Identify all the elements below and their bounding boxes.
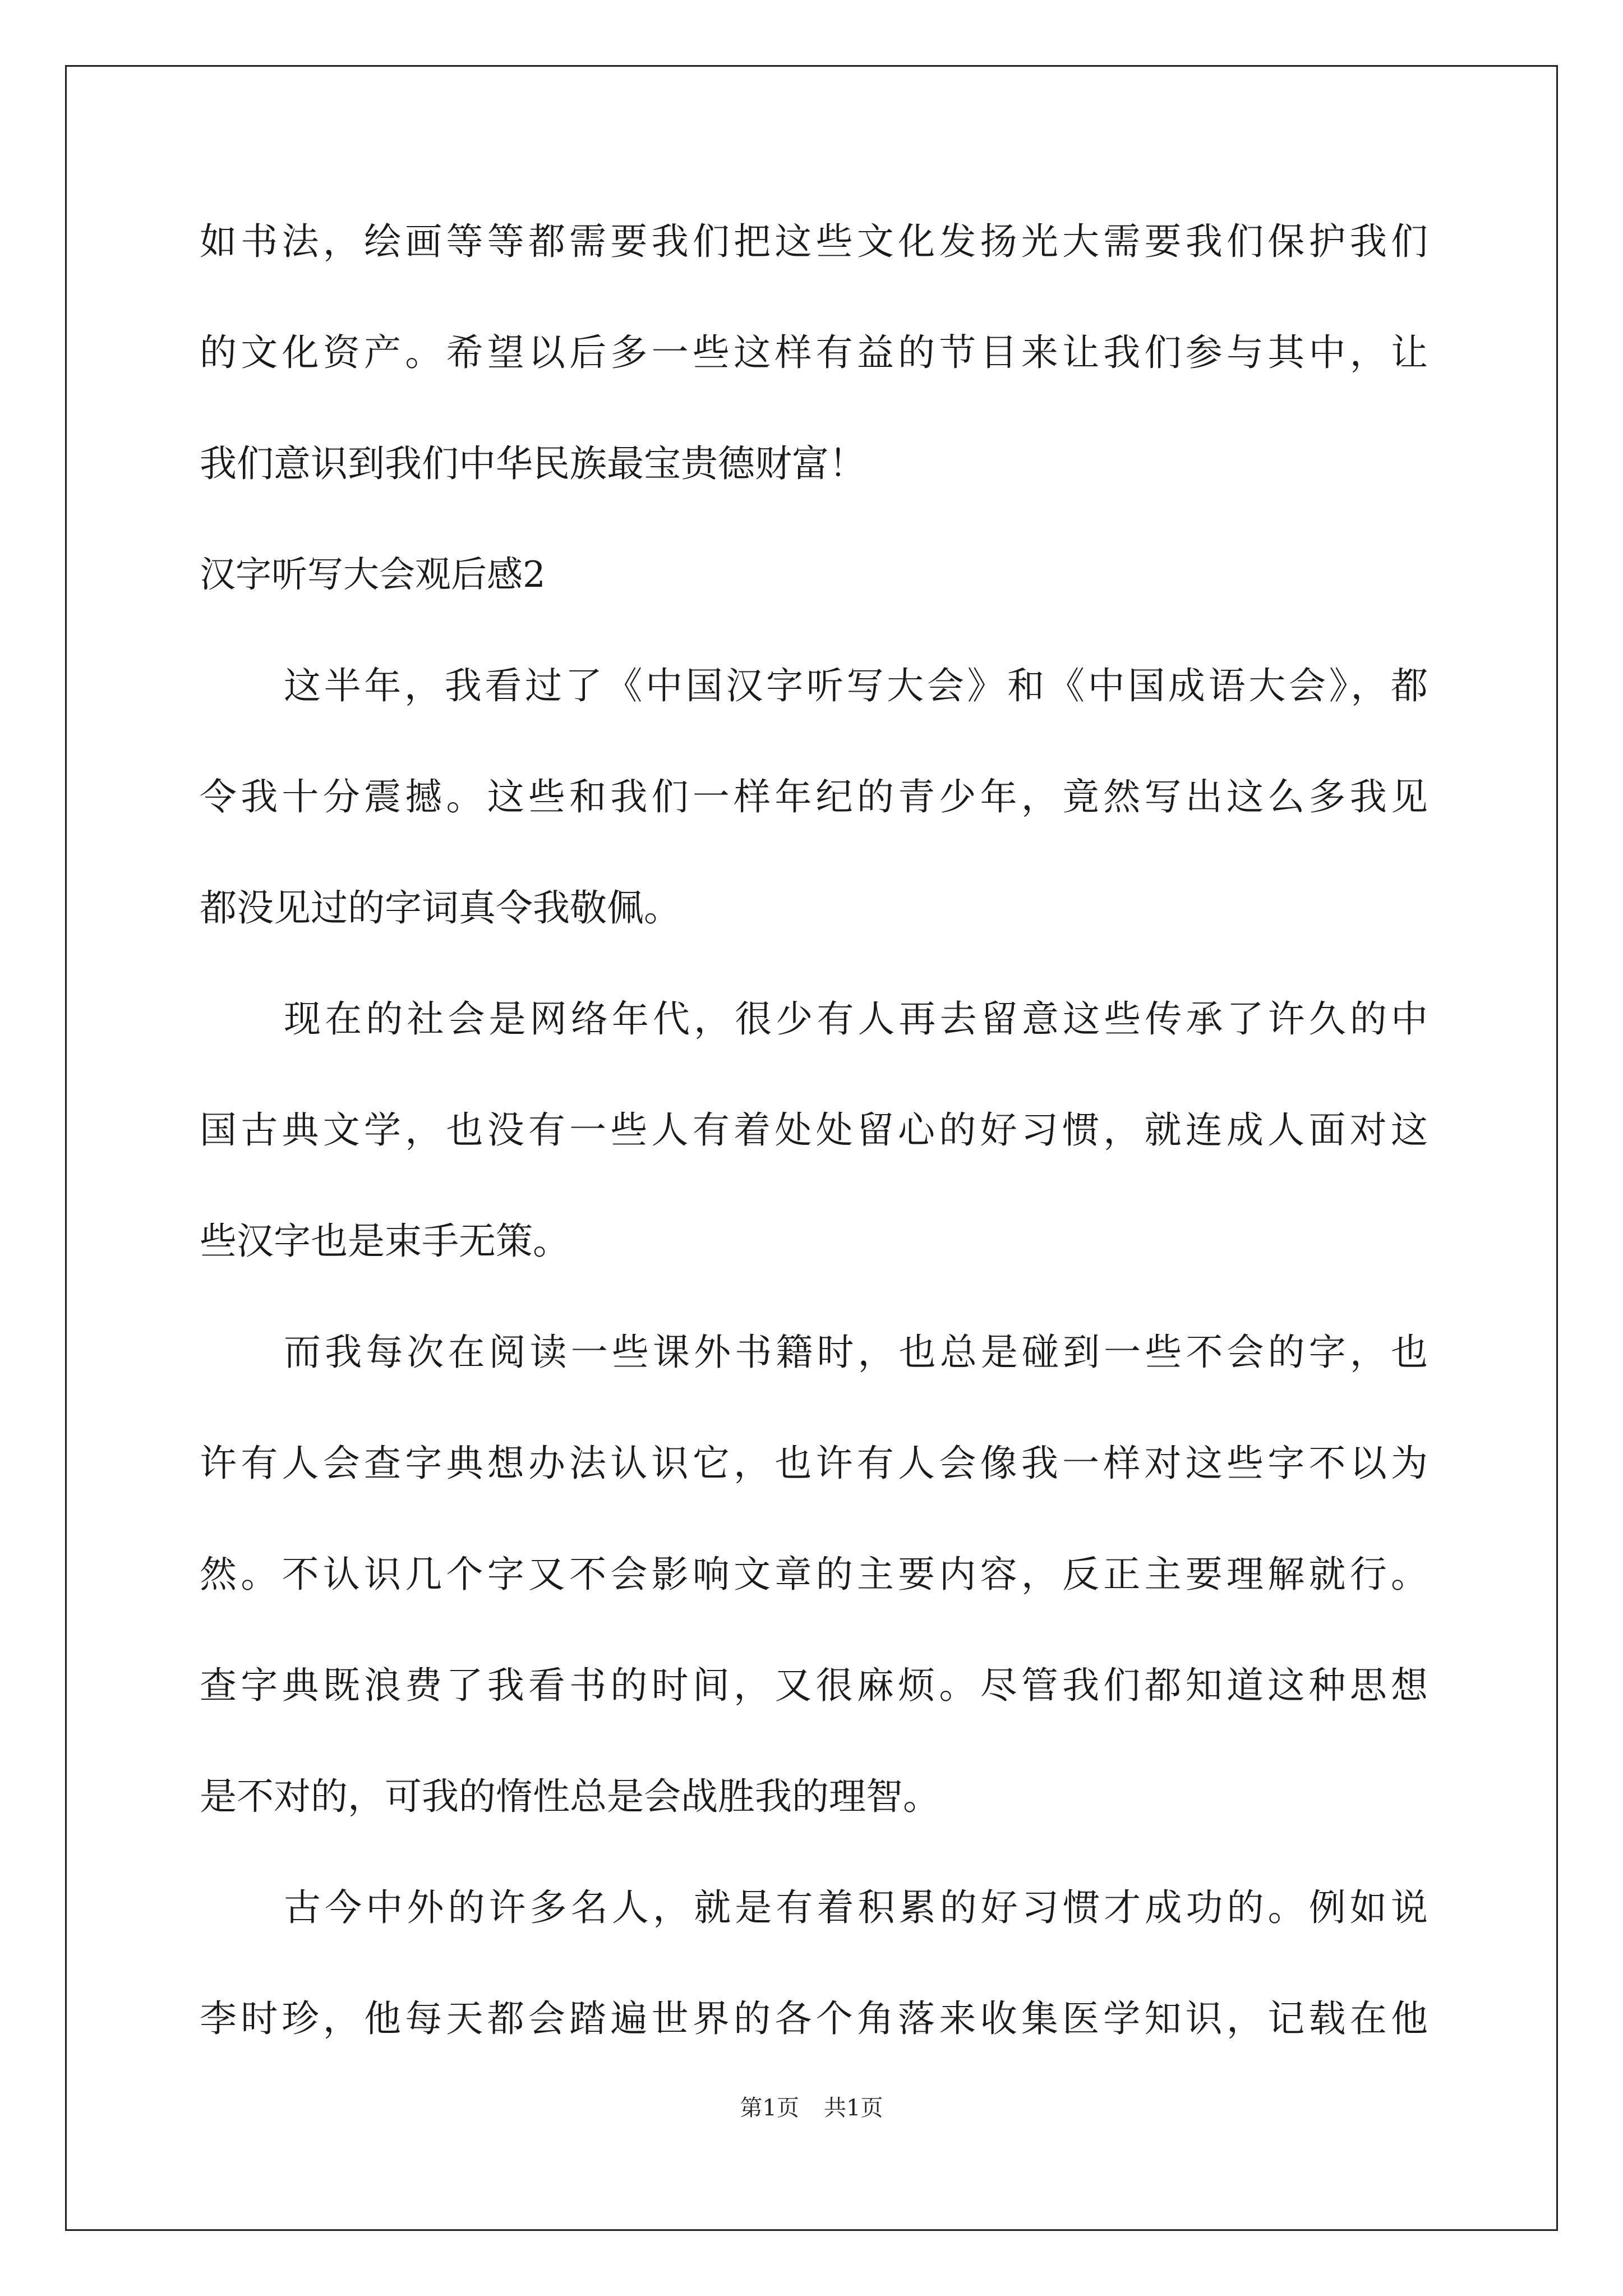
section-heading: 汉字听写大会观后感2 xyxy=(200,554,546,596)
document-body xyxy=(200,215,1428,2103)
text-line: 令我十分震撼。这些和我们一样年纪的青少年，竟然写出这么多我见 xyxy=(200,775,1428,818)
text-line: 然。不认识几个字又不会影响文章的主要内容，反正主要理解就行。 xyxy=(200,1553,1428,1596)
text-line: 的文化资产。希望以后多一些这样有益的节目来让我们参与其中，让 xyxy=(200,331,1428,374)
paragraph-first-line: 古今中外的许多名人，就是有着积累的好习惯才成功的。例如说 xyxy=(284,1886,1428,1929)
text-line: 是不对的，可我的惰性总是会战胜我的理智。 xyxy=(200,1775,940,1818)
text-line: 如书法，绘画等等都需要我们把这些文化发扬光大需要我们保护我们 xyxy=(200,220,1428,263)
text-line: 国古典文学，也没有一些人有着处处留心的好习惯，就连成人面对这 xyxy=(200,1108,1428,1152)
paragraph-first-line: 现在的社会是网络年代，很少有人再去留意这些传承了许久的中 xyxy=(284,997,1428,1041)
page-number: 第1页 xyxy=(740,2095,799,2121)
page-total: 共1页 xyxy=(824,2095,883,2121)
text-line: 都没见过的字词真令我敬佩。 xyxy=(200,886,681,930)
paragraph-first-line: 这半年，我看过了《中国汉字听写大会》和《中国成语大会》，都 xyxy=(284,664,1428,707)
page-footer xyxy=(0,2091,1623,2125)
text-line: 查字典既浪费了我看书的时间，又很麻烦。尽管我们都知道这种思想 xyxy=(200,1664,1428,1707)
text-line: 李时珍，他每天都会踏遍世界的各个角落来收集医学知识，记载在他 xyxy=(200,1997,1428,2040)
text-line: 许有人会查字典想办法认识它，也许有人会像我一样对这些字不以为 xyxy=(200,1442,1428,1485)
text-line: 些汉字也是束手无策。 xyxy=(200,1220,570,1263)
text-line: 我们意识到我们中华民族最宝贵德财富！ xyxy=(200,442,866,485)
paragraph-first-line: 而我每次在阅读一些课外书籍时，也总是碰到一些不会的字，也 xyxy=(284,1331,1428,1374)
